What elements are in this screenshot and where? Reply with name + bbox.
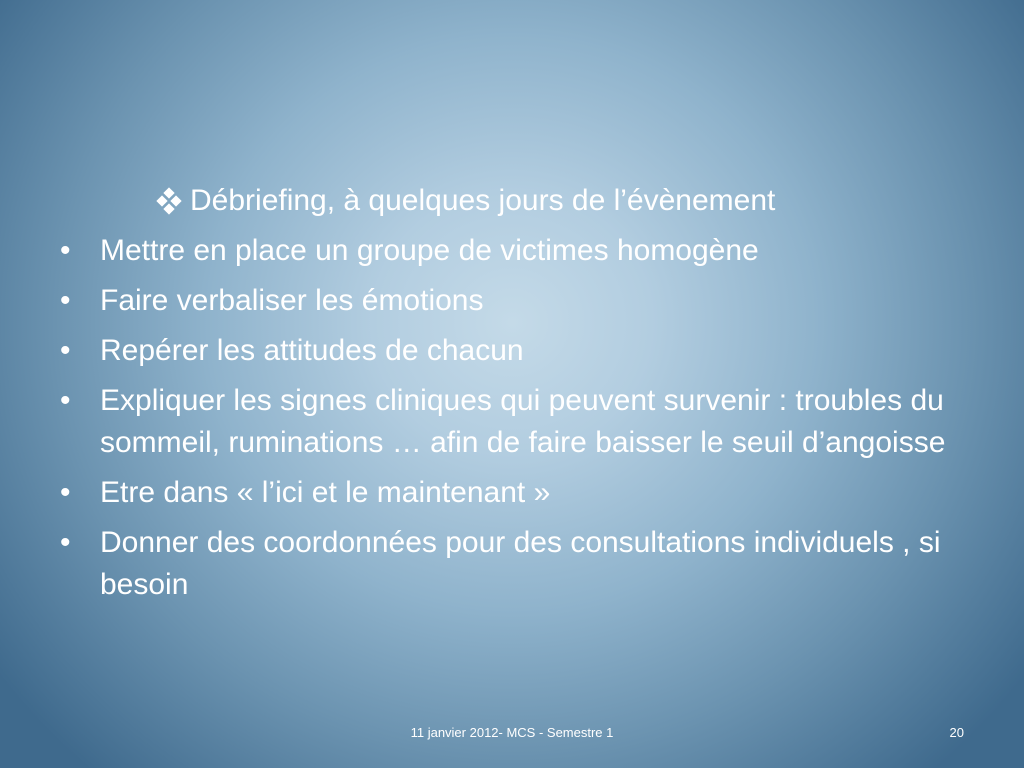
bullet-item bbox=[52, 230, 952, 272]
diamond-cluster-icon bbox=[154, 187, 184, 217]
slide-content bbox=[52, 180, 952, 614]
bullet-text: Mettre en place un groupe de victimes homogène bbox=[100, 234, 759, 267]
slide-heading bbox=[52, 180, 952, 222]
bullet-list bbox=[52, 230, 952, 606]
bullet-text: Expliquer les signes cliniques qui peuvent survenir : troubles du sommeil, ruminations … afin de faire baisser le seuil d’angoisse bbox=[100, 384, 946, 459]
bullet-dot: • bbox=[60, 476, 71, 509]
bullet-dot: • bbox=[60, 526, 71, 559]
bullet-dot: • bbox=[60, 284, 71, 317]
bullet-text: Etre dans « l’ici et le maintenant » bbox=[100, 476, 551, 509]
bullet-dot: • bbox=[60, 384, 71, 417]
bullet-text: Donner des coordonnées pour des consultations individuels , si besoin bbox=[100, 526, 941, 601]
bullet-dot: • bbox=[60, 234, 71, 267]
bullet-dot: • bbox=[60, 334, 71, 367]
page-number: 20 bbox=[949, 725, 964, 740]
bullet-item bbox=[52, 280, 952, 322]
bullet-text: Faire verbaliser les émotions bbox=[100, 284, 484, 317]
heading-text: Débriefing, à quelques jours de l’évènement bbox=[190, 184, 776, 217]
bullet-item bbox=[52, 472, 952, 514]
bullet-text: Repérer les attitudes de chacun bbox=[100, 334, 524, 367]
bullet-item bbox=[52, 380, 952, 464]
bullet-item bbox=[52, 330, 952, 372]
footer-text: 11 janvier 2012- MCS - Semestre 1 bbox=[410, 725, 614, 740]
bullet-item bbox=[52, 522, 952, 606]
